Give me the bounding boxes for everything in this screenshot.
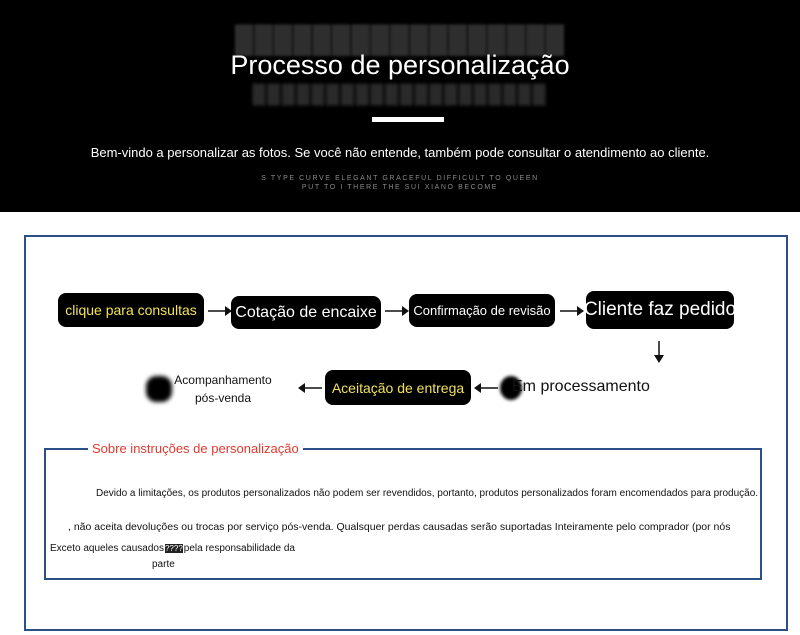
arrow-left-icon [297, 382, 323, 394]
instructions-line-3b: pela responsabilidade da [183, 543, 295, 554]
arrow-right-icon [207, 305, 233, 317]
arrow-down-icon [653, 340, 665, 364]
header-tagline [0, 174, 800, 192]
title-underline [372, 117, 444, 122]
decorative-ghost-text: █████████████████ [234, 24, 566, 54]
header-banner [0, 0, 800, 212]
instructions-line-3a: Exceto aqueles causados [50, 543, 164, 554]
page-title: Processo de personalização [230, 50, 570, 80]
header-subtitle: Bem-vindo a personalizar as fotos. Se você não entende, também pode consultar o atendimento ao cliente. [90, 145, 710, 160]
garbled-mark: ???? [164, 544, 183, 553]
aftersale-line-2: pós-venda [194, 391, 252, 405]
tagline-line-1: S TYPE CURVE ELEGANT GRACEFUL DIFFICULT TO QUEEN [261, 175, 539, 182]
step-aftersale [168, 371, 278, 407]
step-order: Cliente faz pedido [586, 291, 734, 329]
aftersale-line-1: Acompanhamento [174, 373, 272, 387]
step-confirm: Confirmação de revisão [409, 294, 555, 327]
arrow-left-icon [473, 382, 499, 394]
instructions-line-3 [50, 543, 295, 554]
step-quote: Cotação de encaixe [231, 296, 381, 329]
instructions-line-2: , não aceita devoluções ou trocas por serviço pós-venda. Qualsquer perdas causadas serão suportadas Inteiramente pelo comprador (por nós [68, 521, 731, 533]
arrow-right-icon [384, 305, 410, 317]
instructions-line-1: Devido a limitações, os produtos personalizados não podem ser revendidos, portanto, produtos personalizados foram encomendados para produção. [96, 488, 759, 499]
instructions-title: Sobre instruções de personalização [88, 441, 303, 456]
step-processing: Em processamento [512, 378, 650, 395]
decorative-ghost-text: ████████████████████ [252, 84, 548, 104]
instructions-line-4: parte [152, 559, 175, 570]
arrow-right-icon [559, 305, 585, 317]
tagline-line-2: PUT TO I THERE THE SUI XIANO BECOME [301, 184, 499, 191]
step-acceptance: Aceitação de entrega [325, 370, 471, 405]
step-consult-button[interactable]: clique para consultas [58, 293, 204, 327]
